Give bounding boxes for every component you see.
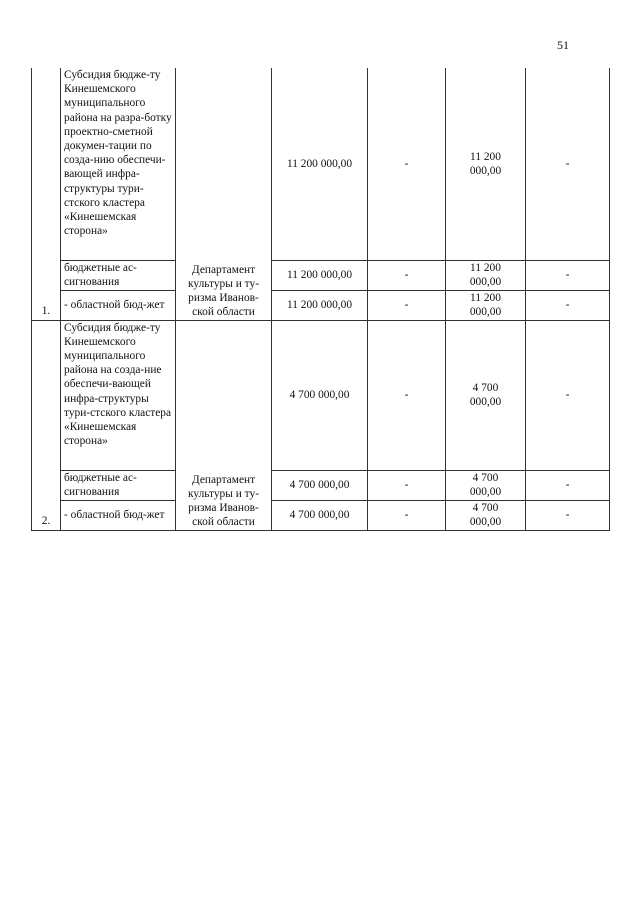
- item-title: Субсидия бюдже-ту Кинешемского муниципального района на разра-ботку проектно-сметной докумен-тации по созда-нию обеспечи-вающей инфра-структуры тури-стского кластера «Кинешемская сторона»: [61, 68, 176, 260]
- subrow-label: бюджетные ас-сигнования: [61, 260, 176, 290]
- total-amount: 4 700 000,00: [272, 500, 368, 530]
- amount-col4: -: [526, 290, 610, 320]
- amount-col4: -: [526, 470, 610, 500]
- table-row: [32, 500, 610, 530]
- table-row: [32, 260, 610, 290]
- amount-col3: 4 700 000,00: [446, 470, 526, 500]
- total-amount: 4 700 000,00: [272, 320, 368, 470]
- budget-table: [31, 68, 610, 531]
- amount-col3: 11 200 000,00: [446, 68, 526, 260]
- amount-col4: -: [526, 500, 610, 530]
- amount-col2: -: [368, 470, 446, 500]
- total-amount: 11 200 000,00: [272, 290, 368, 320]
- amount-col2: -: [368, 260, 446, 290]
- subrow-label: бюджетные ас-сигнования: [61, 470, 176, 500]
- amount-col3: 11 200 000,00: [446, 290, 526, 320]
- row-number: 2.: [32, 320, 61, 530]
- row-number: 1.: [32, 68, 61, 320]
- page-number: 51: [557, 38, 569, 52]
- subrow-label: - областной бюд-жет: [61, 290, 176, 320]
- total-amount: 4 700 000,00: [272, 470, 368, 500]
- amount-col3: 4 700 000,00: [446, 320, 526, 470]
- amount-col3: 4 700 000,00: [446, 500, 526, 530]
- amount-col4: -: [526, 320, 610, 470]
- subrow-label: - областной бюд-жет: [61, 500, 176, 530]
- table-row: [32, 290, 610, 320]
- amount-col4: -: [526, 260, 610, 290]
- amount-col2: -: [368, 320, 446, 470]
- amount-col4: -: [526, 68, 610, 260]
- amount-col2: -: [368, 68, 446, 260]
- item-title: Субсидия бюдже-ту Кинешемского муниципального района на созда-ние обеспечи-вающей инфра-структуры тури-стского кластера «Кинешемская сторона»: [61, 320, 176, 470]
- total-amount: 11 200 000,00: [272, 260, 368, 290]
- table-row: [32, 320, 610, 470]
- total-amount: 11 200 000,00: [272, 68, 368, 260]
- amount-col3: 11 200 000,00: [446, 260, 526, 290]
- department-cell: Департамент культуры и ту-ризма Иванов-ской области: [176, 320, 272, 530]
- table-row: [32, 68, 610, 260]
- table-row: [32, 470, 610, 500]
- amount-col2: -: [368, 290, 446, 320]
- department-cell: Департамент культуры и ту-ризма Иванов-ской области: [176, 68, 272, 320]
- amount-col2: -: [368, 500, 446, 530]
